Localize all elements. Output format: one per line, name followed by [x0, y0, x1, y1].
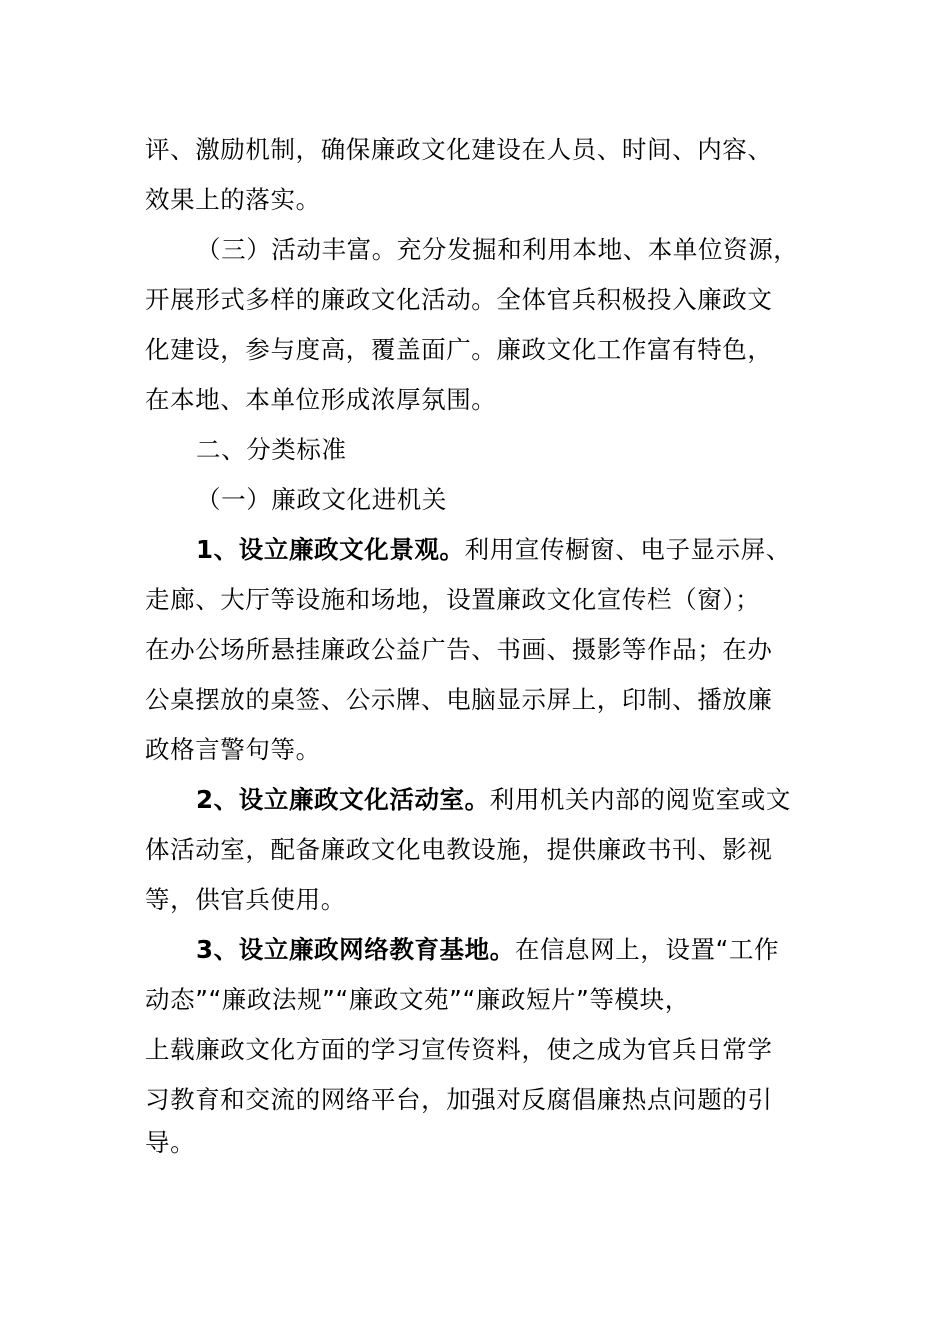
body-text-line: 化建设，参与度高，覆盖面广。廉政文化工作富有特色， — [145, 335, 773, 364]
subsection-heading-organs: （一）廉政文化进机关 — [196, 485, 447, 514]
body-text-line: 走廊、大厅等设施和场地，设置廉政文化宣传栏（窗）； — [145, 585, 761, 614]
body-text-line: 等，供官兵使用。 — [145, 885, 346, 914]
body-text-line: 开展形式多样的廉政文化活动。全体官兵积极投入廉政文 — [145, 285, 773, 314]
body-text-line: 上载廉政文化方面的学习宣传资料，使之成为官兵日常学 — [145, 1035, 773, 1064]
body-text-line: 体活动室，配备廉政文化电教设施，提供廉政书刊、影视 — [145, 835, 773, 864]
section-heading-activities: （三）活动丰富。充分发掘和利用本地、本单位资源， — [196, 235, 799, 264]
body-text-line: 政格言警句等。 — [145, 735, 321, 764]
body-text-line: 公桌摆放的桌签、公示牌、电脑显示屏上，印制、播放廉 — [145, 685, 773, 714]
body-text-line: 在办公场所悬挂廉政公益广告、书画、摄影等作品；在办 — [145, 635, 773, 664]
body-text-line: 动态”“廉政法规”“廉政文苑”“廉政短片”等模块， — [145, 985, 690, 1014]
body-text-line: 习教育和交流的网络平台，加强对反腐倡廉热点问题的引 — [145, 1085, 773, 1114]
item-2-text: 利用机关内部的阅览室或文 — [489, 785, 791, 814]
item-1-text: 利用宣传橱窗、电子显示屏、 — [464, 535, 791, 564]
section-heading-classification: 二、分类标准 — [196, 435, 347, 464]
body-text-line: 评、激励机制，确保廉政文化建设在人员、时间、内容、 — [145, 135, 773, 164]
body-text-line: 效果上的落实。 — [145, 185, 321, 214]
item-2-line — [196, 775, 876, 825]
item-2-title: 2、设立廉政文化活动室。 — [196, 785, 490, 814]
item-3-line — [196, 925, 876, 975]
body-text-line: 在本地、本单位形成浓厚氛围。 — [145, 385, 497, 414]
item-3-title: 3、设立廉政网络教育基地。 — [196, 935, 515, 964]
item-1-title: 1、设立廉政文化景观。 — [196, 535, 465, 564]
body-text-line: 导。 — [145, 1128, 196, 1157]
item-3-text: 在信息网上，设置“工作 — [514, 935, 780, 964]
item-1-line — [196, 525, 876, 575]
